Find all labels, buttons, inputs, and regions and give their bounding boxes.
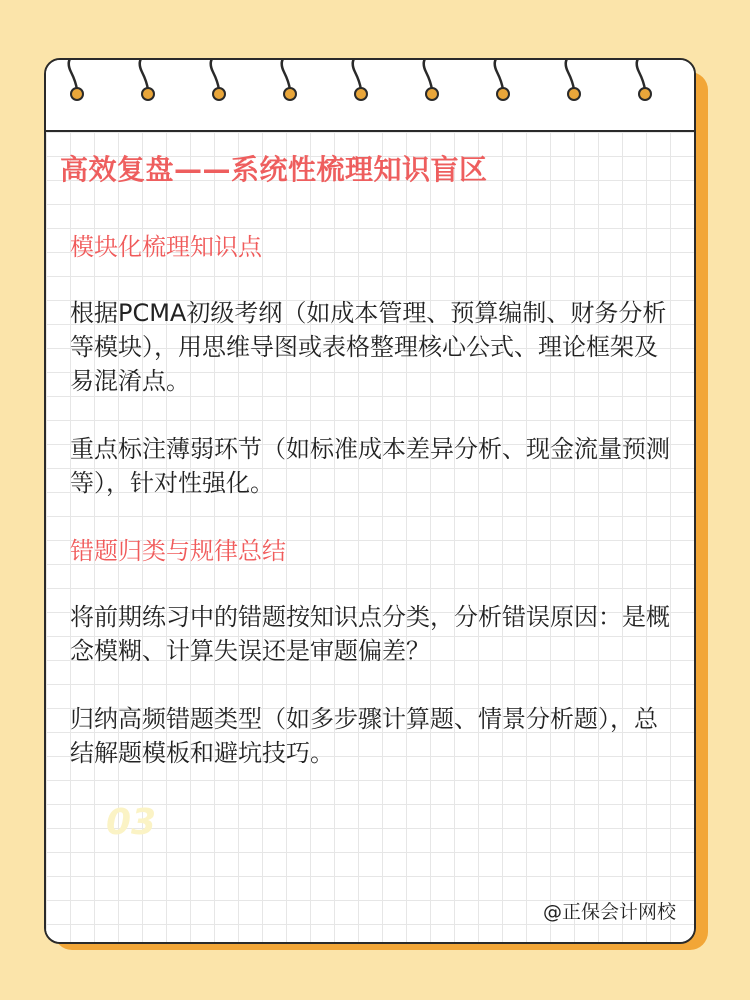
page-number: 03	[106, 802, 157, 843]
ring-icon	[561, 58, 587, 106]
ring-icon	[490, 58, 516, 106]
section-heading: 模块化梳理知识点	[70, 233, 262, 261]
ring-icon	[64, 58, 90, 106]
section-heading: 错题归类与规律总结	[70, 537, 286, 565]
ring-icon	[206, 58, 232, 106]
ring-icon	[632, 58, 658, 106]
ring-icon	[419, 58, 445, 106]
ring-icon	[348, 58, 374, 106]
notebook-card	[44, 58, 696, 944]
ring-icon	[135, 58, 161, 106]
section-paragraph: 归纳高频错题类型（如多步骤计算题、情景分析题），总结解题模板和避坑技巧。	[70, 705, 658, 767]
section-paragraph: 将前期练习中的错题按知识点分类，分析错误原因：是概念模糊、计算失误还是审题偏差？	[70, 603, 670, 665]
credit-text: @正保会计网校	[542, 901, 676, 923]
ring-icon	[277, 58, 303, 106]
page-title: 高效复盘——系统性梳理知识盲区	[60, 153, 488, 186]
section-paragraph: 重点标注薄弱环节（如标准成本差异分析、现金流量预测等），针对性强化。	[70, 435, 670, 497]
section-paragraph: 根据PCMA初级考纲（如成本管理、预算编制、财务分析等模块），用思维导图或表格整理核心公式、理论框架及易混淆点。	[70, 299, 667, 395]
